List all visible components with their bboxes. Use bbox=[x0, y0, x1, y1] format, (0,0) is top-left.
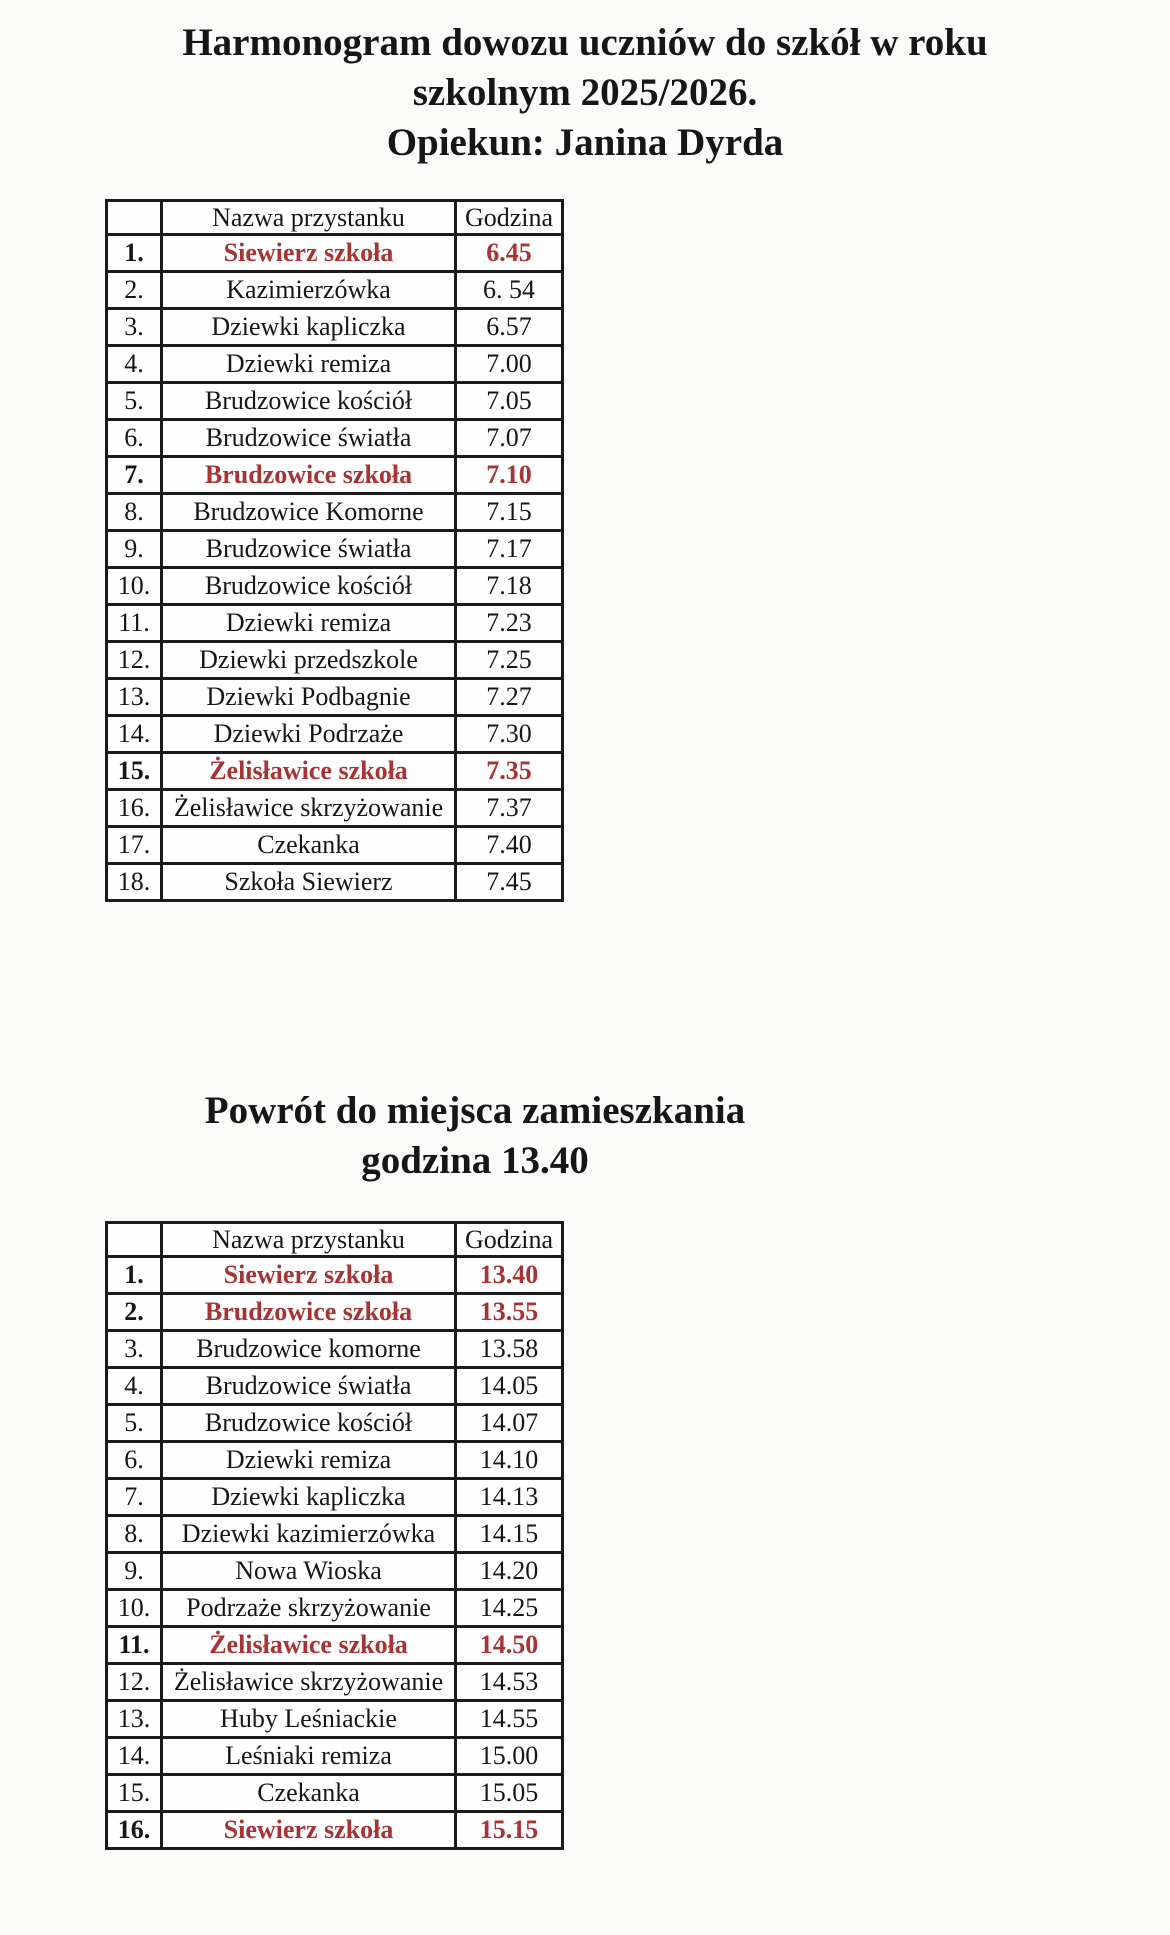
table-row bbox=[107, 716, 563, 753]
time-cell: 14.20 bbox=[456, 1553, 563, 1590]
stop-name-cell: Dziewki remiza bbox=[162, 605, 456, 642]
document-title-line-3: Opiekun: Janina Dyrda bbox=[386, 121, 784, 164]
row-number-cell: 1. bbox=[107, 235, 162, 272]
document-title-line-1: Harmonogram dowozu uczniów do szkół w roku bbox=[182, 21, 988, 64]
stop-name-cell: Dziewki kapliczka bbox=[162, 1479, 456, 1516]
table-row bbox=[107, 864, 563, 901]
stop-name-cell: Brudzowice komorne bbox=[162, 1331, 456, 1368]
table-row bbox=[107, 1331, 563, 1368]
document-title bbox=[0, 18, 1170, 168]
stop-name-cell: Szkoła Siewierz bbox=[162, 864, 456, 901]
row-number-cell: 9. bbox=[107, 531, 162, 568]
morning-schedule-table bbox=[105, 199, 564, 902]
row-number-cell: 10. bbox=[107, 1590, 162, 1627]
time-cell: 14.50 bbox=[456, 1627, 563, 1664]
table-row bbox=[107, 605, 563, 642]
row-number-cell: 15. bbox=[107, 753, 162, 790]
time-cell: 15.00 bbox=[456, 1738, 563, 1775]
time-cell: 14.15 bbox=[456, 1516, 563, 1553]
row-number-cell: 7. bbox=[107, 1479, 162, 1516]
stop-name-cell: Żelisławice szkoła bbox=[162, 753, 456, 790]
row-number-cell: 8. bbox=[107, 494, 162, 531]
table-row bbox=[107, 272, 563, 309]
row-number-cell: 4. bbox=[107, 346, 162, 383]
row-number-cell: 8. bbox=[107, 1516, 162, 1553]
return-schedule-table bbox=[105, 1221, 564, 1850]
row-number-cell: 6. bbox=[107, 1442, 162, 1479]
row-number-cell: 13. bbox=[107, 679, 162, 716]
document-title-line-2: szkolnym 2025/2026. bbox=[412, 71, 758, 114]
stop-name-cell: Brudzowice światła bbox=[162, 420, 456, 457]
row-number-cell: 14. bbox=[107, 716, 162, 753]
row-number-cell: 16. bbox=[107, 1812, 162, 1849]
table-row bbox=[107, 1442, 563, 1479]
time-cell: 7.23 bbox=[456, 605, 563, 642]
table-row bbox=[107, 1812, 563, 1849]
row-number-cell: 1. bbox=[107, 1257, 162, 1294]
time-cell: 13.40 bbox=[456, 1257, 563, 1294]
time-cell: 14.55 bbox=[456, 1701, 563, 1738]
stop-name-cell: Leśniaki remiza bbox=[162, 1738, 456, 1775]
row-number-cell: 3. bbox=[107, 1331, 162, 1368]
time-cell: 14.10 bbox=[456, 1442, 563, 1479]
header-row bbox=[107, 201, 563, 235]
row-number-cell: 12. bbox=[107, 1664, 162, 1701]
table-row bbox=[107, 1701, 563, 1738]
stop-name-cell: Podrzaże skrzyżowanie bbox=[162, 1590, 456, 1627]
table-row bbox=[107, 753, 563, 790]
row-number-cell: 5. bbox=[107, 383, 162, 420]
time-cell: 14.13 bbox=[456, 1479, 563, 1516]
stop-name-cell: Brudzowice światła bbox=[162, 1368, 456, 1405]
return-section-title bbox=[105, 1086, 845, 1186]
row-number-cell: 15. bbox=[107, 1775, 162, 1812]
time-header: Godzina bbox=[456, 201, 563, 235]
time-cell: 13.55 bbox=[456, 1294, 563, 1331]
stop-name-header: Nazwa przystanku bbox=[162, 1223, 456, 1257]
header-row bbox=[107, 1223, 563, 1257]
row-number-cell: 11. bbox=[107, 605, 162, 642]
stop-name-cell: Żelisławice skrzyżowanie bbox=[162, 790, 456, 827]
stop-name-cell: Dziewki kazimierzówka bbox=[162, 1516, 456, 1553]
stop-name-cell: Dziewki remiza bbox=[162, 1442, 456, 1479]
table-row bbox=[107, 457, 563, 494]
table-row bbox=[107, 1516, 563, 1553]
row-number-cell: 12. bbox=[107, 642, 162, 679]
table-row bbox=[107, 531, 563, 568]
table-row bbox=[107, 1479, 563, 1516]
row-number-cell: 17. bbox=[107, 827, 162, 864]
time-cell: 7.25 bbox=[456, 642, 563, 679]
table-row bbox=[107, 642, 563, 679]
time-cell: 7.17 bbox=[456, 531, 563, 568]
table-row bbox=[107, 1627, 563, 1664]
time-cell: 7.45 bbox=[456, 864, 563, 901]
table-row bbox=[107, 494, 563, 531]
stop-name-cell: Czekanka bbox=[162, 1775, 456, 1812]
time-cell: 7.37 bbox=[456, 790, 563, 827]
table-row bbox=[107, 790, 563, 827]
row-number-cell: 13. bbox=[107, 1701, 162, 1738]
row-number-cell: 3. bbox=[107, 309, 162, 346]
table-row bbox=[107, 1405, 563, 1442]
stop-name-cell: Brudzowice kościół bbox=[162, 568, 456, 605]
row-number-header bbox=[107, 201, 162, 235]
stop-name-cell: Brudzowice kościół bbox=[162, 383, 456, 420]
row-number-cell: 6. bbox=[107, 420, 162, 457]
time-cell: 14.25 bbox=[456, 1590, 563, 1627]
time-cell: 6.57 bbox=[456, 309, 563, 346]
time-cell: 7.05 bbox=[456, 383, 563, 420]
table-row bbox=[107, 383, 563, 420]
table-row bbox=[107, 235, 563, 272]
row-number-cell: 14. bbox=[107, 1738, 162, 1775]
row-number-cell: 16. bbox=[107, 790, 162, 827]
time-cell: 7.30 bbox=[456, 716, 563, 753]
stop-name-cell: Siewierz szkoła bbox=[162, 1812, 456, 1849]
row-number-cell: 5. bbox=[107, 1405, 162, 1442]
stop-name-cell: Brudzowice kościół bbox=[162, 1405, 456, 1442]
time-cell: 7.07 bbox=[456, 420, 563, 457]
row-number-cell: 7. bbox=[107, 457, 162, 494]
row-number-cell: 9. bbox=[107, 1553, 162, 1590]
return-title-line-1: Powrót do miejsca zamieszkania bbox=[204, 1089, 746, 1132]
stop-name-cell: Brudzowice światła bbox=[162, 531, 456, 568]
stop-name-cell: Żelisławice skrzyżowanie bbox=[162, 1664, 456, 1701]
stop-name-cell: Kazimierzówka bbox=[162, 272, 456, 309]
time-cell: 6. 54 bbox=[456, 272, 563, 309]
stop-name-cell: Dziewki przedszkole bbox=[162, 642, 456, 679]
row-number-cell: 4. bbox=[107, 1368, 162, 1405]
stop-name-cell: Huby Leśniackie bbox=[162, 1701, 456, 1738]
table-row bbox=[107, 1368, 563, 1405]
stop-name-cell: Dziewki Podbagnie bbox=[162, 679, 456, 716]
stop-name-cell: Siewierz szkoła bbox=[162, 235, 456, 272]
stop-name-cell: Żelisławice szkoła bbox=[162, 1627, 456, 1664]
time-cell: 14.05 bbox=[456, 1368, 563, 1405]
row-number-cell: 10. bbox=[107, 568, 162, 605]
time-cell: 7.18 bbox=[456, 568, 563, 605]
time-cell: 7.40 bbox=[456, 827, 563, 864]
table-row bbox=[107, 827, 563, 864]
stop-name-cell: Brudzowice Komorne bbox=[162, 494, 456, 531]
stop-name-cell: Czekanka bbox=[162, 827, 456, 864]
table-row bbox=[107, 1775, 563, 1812]
time-cell: 15.05 bbox=[456, 1775, 563, 1812]
time-cell: 13.58 bbox=[456, 1331, 563, 1368]
return-title-line-2: godzina 13.40 bbox=[361, 1139, 589, 1182]
stop-name-header: Nazwa przystanku bbox=[162, 201, 456, 235]
row-number-header bbox=[107, 1223, 162, 1257]
table-row bbox=[107, 309, 563, 346]
row-number-cell: 18. bbox=[107, 864, 162, 901]
time-cell: 7.35 bbox=[456, 753, 563, 790]
time-cell: 15.15 bbox=[456, 1812, 563, 1849]
time-cell: 7.10 bbox=[456, 457, 563, 494]
stop-name-cell: Brudzowice szkoła bbox=[162, 457, 456, 494]
stop-name-cell: Siewierz szkoła bbox=[162, 1257, 456, 1294]
table-row bbox=[107, 1738, 563, 1775]
time-cell: 6.45 bbox=[456, 235, 563, 272]
table-row bbox=[107, 1257, 563, 1294]
time-cell: 7.15 bbox=[456, 494, 563, 531]
row-number-cell: 11. bbox=[107, 1627, 162, 1664]
time-cell: 7.27 bbox=[456, 679, 563, 716]
table-row bbox=[107, 1553, 563, 1590]
table-row bbox=[107, 1590, 563, 1627]
time-cell: 7.00 bbox=[456, 346, 563, 383]
time-cell: 14.07 bbox=[456, 1405, 563, 1442]
table-row bbox=[107, 568, 563, 605]
table-row bbox=[107, 679, 563, 716]
row-number-cell: 2. bbox=[107, 272, 162, 309]
stop-name-cell: Brudzowice szkoła bbox=[162, 1294, 456, 1331]
table-row bbox=[107, 420, 563, 457]
table-row bbox=[107, 1294, 563, 1331]
stop-name-cell: Dziewki kapliczka bbox=[162, 309, 456, 346]
row-number-cell: 2. bbox=[107, 1294, 162, 1331]
stop-name-cell: Dziewki remiza bbox=[162, 346, 456, 383]
time-cell: 14.53 bbox=[456, 1664, 563, 1701]
stop-name-cell: Dziewki Podrzaże bbox=[162, 716, 456, 753]
table-row bbox=[107, 346, 563, 383]
time-header: Godzina bbox=[456, 1223, 563, 1257]
stop-name-cell: Nowa Wioska bbox=[162, 1553, 456, 1590]
table-row bbox=[107, 1664, 563, 1701]
